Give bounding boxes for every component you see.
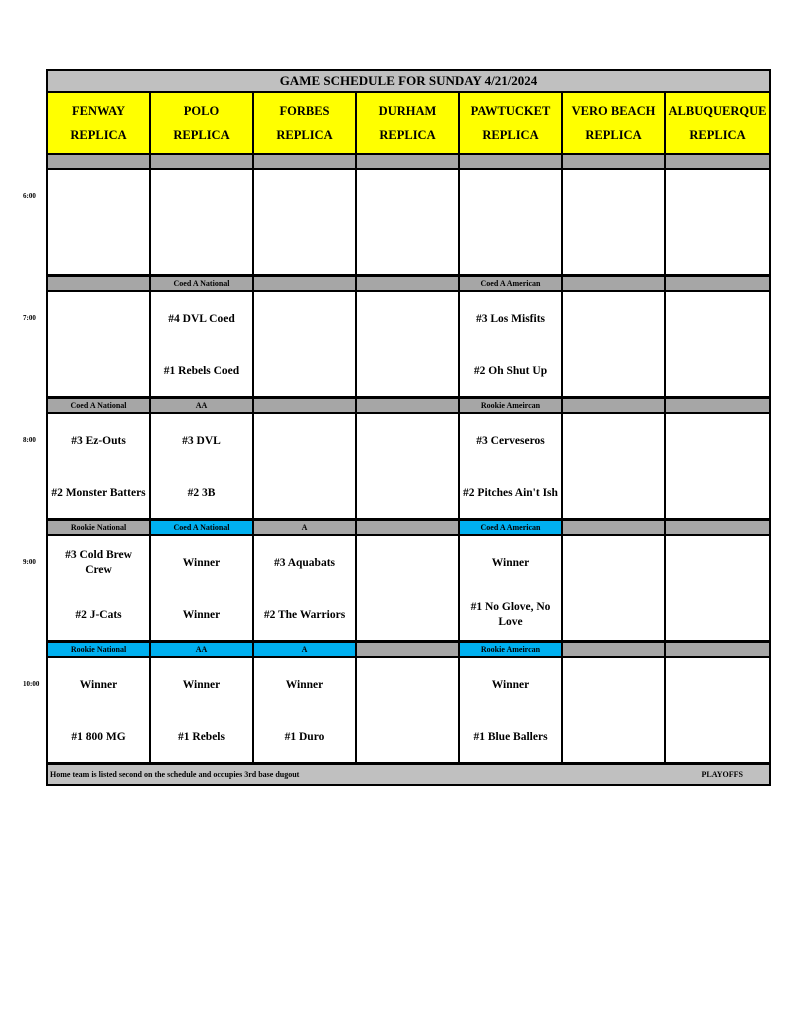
field-name: DURHAM: [378, 104, 437, 118]
field-name: ALBUQUERQUE: [668, 104, 767, 118]
division-label: [254, 277, 355, 290]
division-label: Rookie Ameircan: [460, 399, 561, 412]
field-name: POLO: [183, 104, 220, 118]
division-label: [254, 399, 355, 412]
away-team: #3 Los Misfits: [476, 312, 545, 325]
division-label: [563, 155, 664, 168]
game-slot: [563, 170, 664, 274]
field-subtitle: REPLICA: [70, 128, 127, 142]
field-subtitle: REPLICA: [173, 128, 230, 142]
game-slot: [151, 658, 252, 762]
division-label: [357, 399, 458, 412]
away-team: #3 Aquabats: [273, 556, 336, 569]
game-slot: [254, 536, 355, 640]
game-slot: [460, 414, 561, 518]
away-team: Winner: [491, 556, 530, 569]
division-label: [666, 277, 769, 290]
division-label: Coed A National: [151, 521, 252, 534]
away-team: Winner: [182, 556, 221, 569]
field-subtitle: REPLICA: [276, 128, 333, 142]
game-slot: [666, 414, 769, 518]
division-label: [666, 643, 769, 656]
field-name: FENWAY: [71, 104, 126, 118]
division-label: Coed A American: [460, 521, 561, 534]
game-slot: [666, 536, 769, 640]
division-label: [48, 155, 149, 168]
field-header-6: [666, 93, 769, 153]
time-label: 7:00: [23, 314, 36, 322]
field-header-0: [48, 93, 149, 153]
division-label: Rookie Ameircan: [460, 643, 561, 656]
field-name: VERO BEACH: [571, 104, 656, 118]
division-label: [563, 643, 664, 656]
home-team: #1 Duro: [284, 730, 325, 743]
away-team: #4 DVL Coed: [168, 312, 235, 325]
division-label: [460, 155, 561, 168]
game-slot: [48, 170, 149, 274]
game-slot: [563, 414, 664, 518]
field-header-3: [357, 93, 458, 153]
game-slot: [151, 170, 252, 274]
division-label: [666, 399, 769, 412]
division-label: Coed A American: [460, 277, 561, 290]
game-slot: [357, 536, 458, 640]
field-subtitle: REPLICA: [482, 128, 539, 142]
field-header-4: [460, 93, 561, 153]
division-label: Rookie National: [48, 521, 149, 534]
division-label: AA: [151, 643, 252, 656]
division-label: A: [254, 521, 355, 534]
division-label: [48, 277, 149, 290]
division-label: [254, 155, 355, 168]
division-label: [563, 277, 664, 290]
schedule-table: [46, 69, 771, 786]
division-label: [666, 521, 769, 534]
game-slot: [563, 536, 664, 640]
game-slot: [151, 414, 252, 518]
time-label: 6:00: [23, 192, 36, 200]
division-label: A: [254, 643, 355, 656]
schedule-title: GAME SCHEDULE FOR SUNDAY 4/21/2024: [48, 71, 769, 91]
away-team: Winner: [491, 678, 530, 691]
game-slot: [151, 536, 252, 640]
home-team: #2 Pitches Ain't Ish: [463, 486, 558, 499]
game-slot: [460, 170, 561, 274]
field-header-2: [254, 93, 355, 153]
field-subtitle: REPLICA: [585, 128, 642, 142]
game-slot: [254, 658, 355, 762]
field-subtitle: REPLICA: [689, 128, 746, 142]
home-team: #1 Blue Ballers: [473, 730, 548, 743]
home-team: #1 Rebels: [178, 730, 225, 743]
away-team: #3 Ez-Outs: [71, 434, 126, 447]
away-team: Winner: [285, 678, 324, 691]
game-slot: [460, 292, 561, 396]
field-name: FORBES: [279, 104, 330, 118]
footer-bar: [48, 765, 769, 784]
game-slot: [48, 292, 149, 396]
field-subtitle: REPLICA: [379, 128, 436, 142]
game-slot: [48, 658, 149, 762]
home-team: #2 J-Cats: [75, 608, 122, 621]
division-label: [563, 521, 664, 534]
division-label: Coed A National: [151, 277, 252, 290]
home-team: #1 Rebels Coed: [163, 364, 240, 377]
division-label: AA: [151, 399, 252, 412]
home-team: #1 800 MG: [71, 730, 126, 743]
division-label: Rookie National: [48, 643, 149, 656]
game-slot: [666, 292, 769, 396]
game-slot: [254, 292, 355, 396]
division-label: [357, 643, 458, 656]
division-label: Coed A National: [48, 399, 149, 412]
game-slot: [357, 658, 458, 762]
field-header-5: [563, 93, 664, 153]
game-slot: [563, 658, 664, 762]
game-slot: [254, 414, 355, 518]
game-slot: [460, 658, 561, 762]
home-team: #2 Oh Shut Up: [473, 364, 548, 377]
game-slot: [48, 536, 149, 640]
time-label: 9:00: [23, 558, 36, 566]
game-slot: [357, 292, 458, 396]
division-label: [151, 155, 252, 168]
division-label: [357, 277, 458, 290]
time-label: 8:00: [23, 436, 36, 444]
footer-note: Home team is listed second on the schedule and occupies 3rd base dugout: [50, 770, 300, 779]
home-team: #1 No Glove, No Love: [470, 601, 551, 628]
playoffs-tag: PLAYOFFS: [701, 770, 743, 779]
away-team: Winner: [182, 678, 221, 691]
game-slot: [460, 536, 561, 640]
game-slot: [357, 414, 458, 518]
game-slot: [254, 170, 355, 274]
away-team: Winner: [79, 678, 118, 691]
away-team: #3 Cerveseros: [476, 434, 545, 447]
home-team: #2 Monster Batters: [51, 486, 146, 499]
division-label: [563, 399, 664, 412]
game-slot: [563, 292, 664, 396]
home-team: #2 3B: [187, 486, 216, 499]
division-label: [357, 521, 458, 534]
division-label: [666, 155, 769, 168]
time-label: 10:00: [23, 680, 40, 688]
home-team: #2 The Warriors: [263, 608, 346, 621]
home-team: Winner: [182, 608, 221, 621]
game-slot: [357, 170, 458, 274]
game-slot: [151, 292, 252, 396]
game-slot: [666, 170, 769, 274]
game-slot: [666, 658, 769, 762]
away-team: #3 Cold Brew Crew: [65, 549, 132, 576]
away-team: #3 DVL: [182, 434, 221, 447]
division-label: [357, 155, 458, 168]
field-name: PAWTUCKET: [470, 104, 551, 118]
game-slot: [48, 414, 149, 518]
field-header-1: [151, 93, 252, 153]
